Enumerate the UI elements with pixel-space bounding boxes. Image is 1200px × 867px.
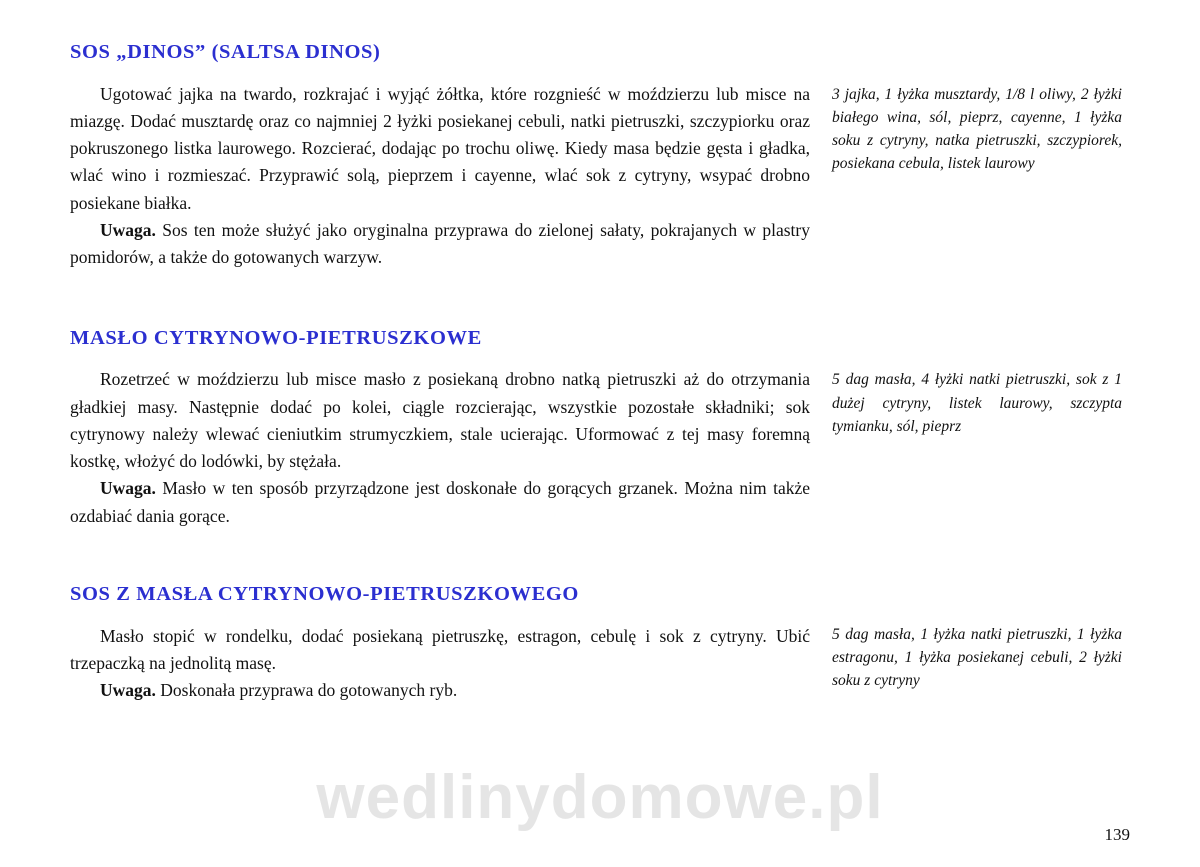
- recipe-note: [70, 475, 810, 530]
- recipe-section: [70, 326, 1130, 530]
- recipe-instructions: [70, 81, 810, 272]
- recipe-title: MASŁO CYTRYNOWO-PIETRUSZKOWE: [70, 326, 482, 349]
- recipe-paragraph: Ugotować jajka na twardo, rozkrajać i wyjąć żółtka, które rozgnieść w moździerzu lub misce na miazgę. Dodać musztardę oraz co najmniej 2 łyżki posiekanej cebuli, natki pietruszki, szczypiorku oraz pokruszonego listka laurowego. Rozcierać, dodając po trochu oliwę. Kiedy masa będzie gęsta i gładka, wlać wino i rozmieszać. Przyprawić solą, pieprzem i cayenne, wlać sok z cytryny, wsypać drobno posiekane białka.: [70, 83, 810, 213]
- watermark: wedlinydomowe.pl: [316, 763, 884, 832]
- note-text: Masło w ten sposób przyrządzone jest doskonałe do gorących grzanek. Można nim także ozdabiać dania gorące.: [70, 478, 810, 526]
- recipe-instructions: [70, 623, 810, 705]
- note-label: Uwaga.: [100, 220, 156, 241]
- section-spacer: [70, 530, 1130, 582]
- recipe-note: [70, 677, 810, 704]
- recipe-body: [70, 623, 1130, 705]
- recipe-title: SOS „DINOS” (SALTSA DINOS): [70, 41, 381, 63]
- note-text: Doskonała przyprawa do gotowanych ryb.: [155, 680, 458, 701]
- recipe-body: [70, 366, 1130, 530]
- page-number: 139: [1104, 825, 1130, 844]
- recipe-section: [70, 582, 1130, 704]
- recipe-ingredients: 3 jajka, 1 łyżka musztardy, 1/8 l oliwy, 2 łyżki białego wina, sól, pieprz, cayenne, 1 łyżka soku z cytryny, natka pietruszki, szczypiorek, posiekana cebula, listek laurowy: [832, 85, 1122, 173]
- note-label: Uwaga.: [100, 478, 156, 499]
- recipe-ingredients: 5 dag masła, 4 łyżki natki pietruszki, sok z 1 dużej cytryny, listek laurowy, szczypta tymianku, sól, pieprz: [832, 371, 1122, 435]
- note-text: Sos ten może służyć jako oryginalna przyprawa do zielonej sałaty, pokrajanych w plastry pomidorów, a także do gotowanych warzyw.: [70, 220, 810, 268]
- recipe-instructions: [70, 366, 810, 530]
- recipe-note: [70, 217, 810, 272]
- recipe-body: [70, 81, 1130, 272]
- recipe-section: [70, 40, 1130, 272]
- note-label: Uwaga.: [100, 680, 156, 701]
- recipe-ingredients: 5 dag masła, 1 łyżka natki pietruszki, 1 łyżka estragonu, 1 łyżka posiekanej cebuli, 2 łyżki soku z cytryny: [832, 625, 1122, 690]
- section-spacer: [70, 272, 1130, 326]
- recipe-title: SOS Z MASŁA CYTRYNOWO-PIETRUSZKOWEGO: [70, 583, 579, 606]
- recipe-paragraph: Masło stopić w rondelku, dodać posiekaną pietruszkę, estragon, cebulę i sok z cytryny. Ubić trzepaczką na jednolitą masę.: [70, 625, 810, 673]
- recipe-paragraph: Rozetrzeć w moździerzu lub misce masło z posiekaną drobno natką pietruszki aż do otrzymania gładkiej masy. Następnie dodać po kolei, ciągle rozcierając, wszystkie pozostałe składniki; sok cytrynowy należy wlewać cieniutkim strumyczkiem, stale ucierając. Uformować z tej masy foremną kostkę, włożyć do lodówki, by stężała.: [70, 369, 810, 472]
